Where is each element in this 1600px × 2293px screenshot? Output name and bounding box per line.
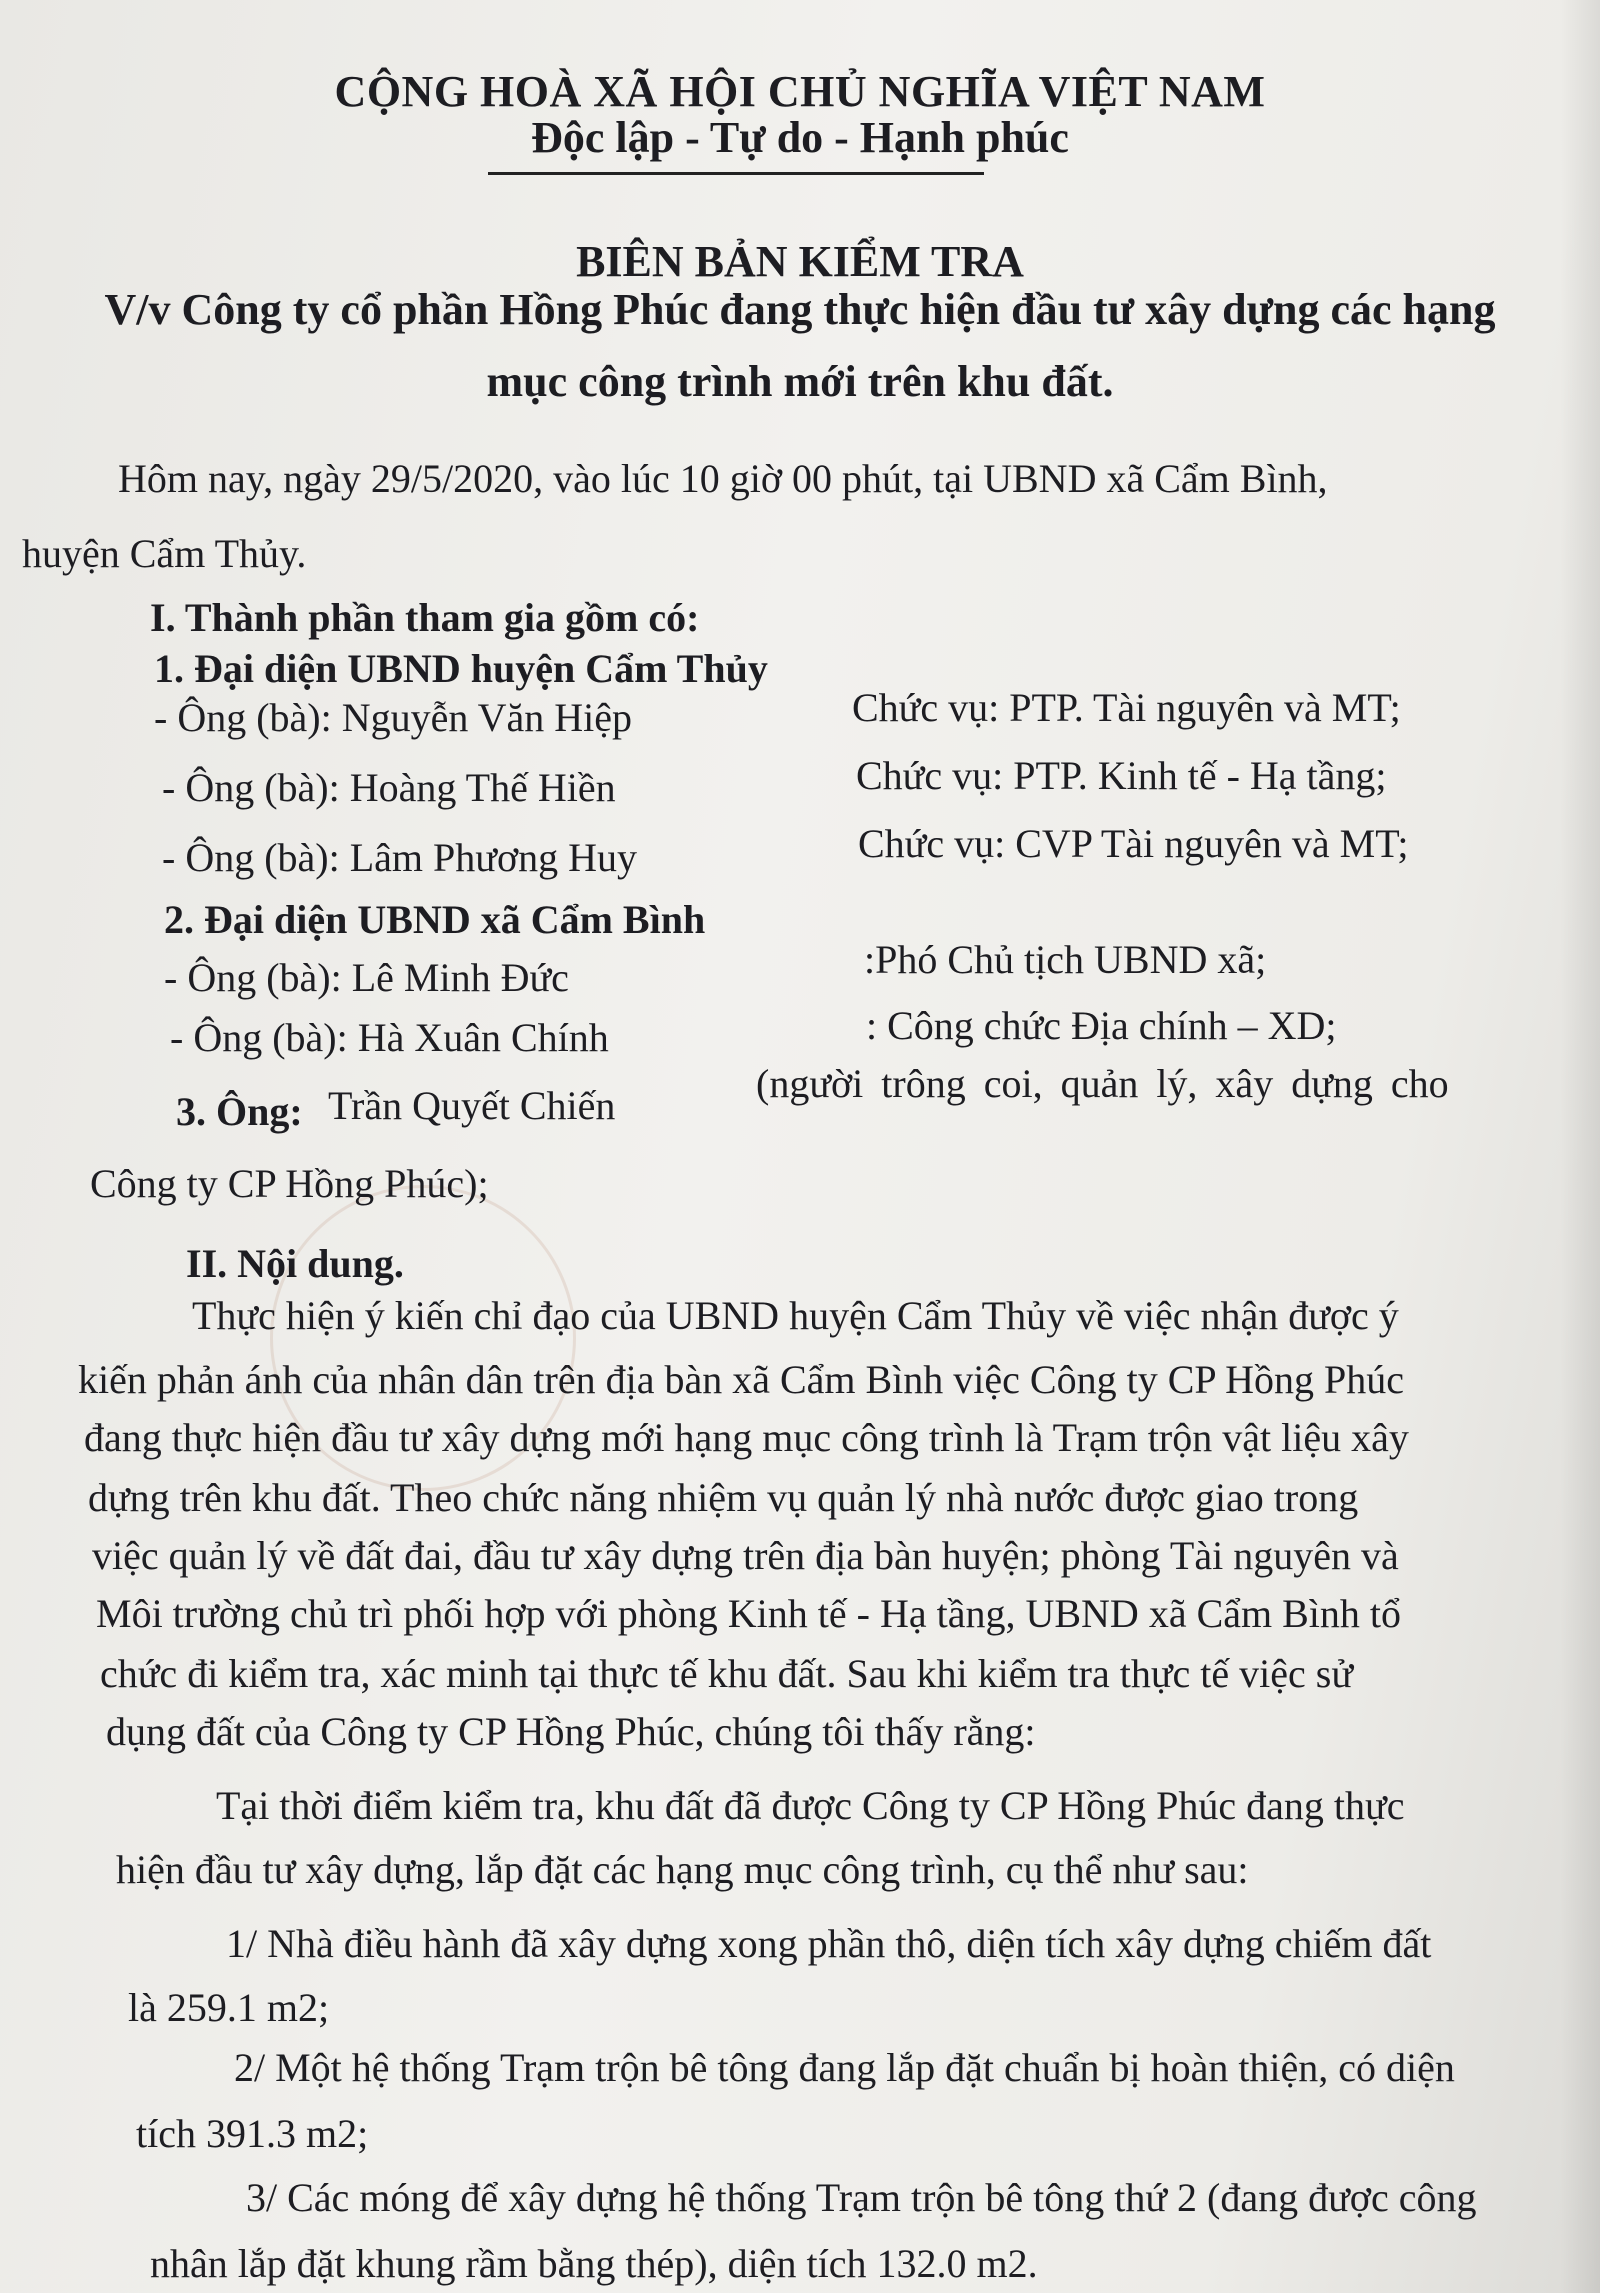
motto-underline [488, 172, 984, 175]
group1-heading: 1. Đại diện UBND huyện Cẩm Thủy [154, 646, 768, 691]
document-subject-line2: mục công trình mới trên khu đất. [486, 357, 1114, 406]
paper-edge-shadow [1560, 0, 1600, 2293]
item-line: 2/ Một hệ thống Trạm trộn bê tông đang lắp đặt chuẩn bị hoàn thiện, có diện [234, 2045, 1455, 2090]
group1-member-name: - Ông (bà): Hoàng Thế Hiền [162, 765, 616, 810]
group3-label: 3. Ông: [176, 1089, 303, 1134]
item-line: 3/ Các móng để xây dựng hệ thống Trạm trộn bê tông thứ 2 (đang được công [246, 2175, 1477, 2220]
paragraph1-line: dụng đất của Công ty CP Hồng Phúc, chúng tôi thấy rằng: [106, 1709, 1036, 1754]
paragraph2-line: Tại thời điểm kiểm tra, khu đất đã được Công ty CP Hồng Phúc đang thực [216, 1783, 1405, 1828]
group2-heading: 2. Đại diện UBND xã Cẩm Bình [164, 897, 706, 942]
group2-member-role: :Phó Chủ tịch UBND xã; [864, 937, 1267, 982]
group1-member-name: - Ông (bà): Lâm Phương Huy [162, 835, 637, 880]
group1-member-name: - Ông (bà): Nguyễn Văn Hiệp [154, 695, 633, 740]
group3-role-line2: Công ty CP Hồng Phúc); [90, 1161, 489, 1206]
paragraph1-line: việc quản lý về đất đai, đầu tư xây dựng trên địa bàn huyện; phòng Tài nguyên và [92, 1533, 1399, 1578]
paragraph1-line: Thực hiện ý kiến chỉ đạo của UBND huyện Cẩm Thủy về việc nhận được ý [192, 1293, 1399, 1338]
intro-line2: huyện Cẩm Thủy. [22, 531, 307, 576]
item-line: là 259.1 m2; [128, 1985, 330, 2030]
header-motto: Độc lập - Tự do - Hạnh phúc [531, 113, 1069, 162]
group2-member-name: - Ông (bà): Lê Minh Đức [164, 955, 569, 1000]
document-subject-line1: V/v Công ty cổ phần Hồng Phúc đang thực hiện đầu tư xây dựng các hạng [104, 285, 1496, 334]
group3-role-line1: (người trông coi, quản lý, xây dựng cho [756, 1061, 1449, 1106]
paragraph1-line: kiến phản ánh của nhân dân trên địa bàn xã Cẩm Bình việc Công ty CP Hồng Phúc [78, 1357, 1405, 1402]
group1-member-role: Chức vụ: PTP. Tài nguyên và MT; [852, 685, 1401, 730]
paragraph1-line: đang thực hiện đầu tư xây dựng mới hạng mục công trình là Trạm trộn vật liệu xây [84, 1415, 1409, 1460]
paragraph1-line: chức đi kiểm tra, xác minh tại thực tế khu đất. Sau khi kiểm tra thực tế việc sử [100, 1651, 1354, 1696]
paragraph2-line: hiện đầu tư xây dựng, lắp đặt các hạng mục công trình, cụ thể như sau: [116, 1847, 1249, 1892]
group2-member-name: - Ông (bà): Hà Xuân Chính [170, 1015, 609, 1060]
group1-member-role: Chức vụ: PTP. Kinh tế - Hạ tầng; [856, 753, 1387, 798]
item-line: nhân lắp đặt khung rầm bằng thép), diện tích 132.0 m2. [150, 2241, 1038, 2286]
header-country: CỘNG HOÀ XÃ HỘI CHỦ NGHĨA VIỆT NAM [334, 67, 1266, 116]
item-line: tích 391.3 m2; [136, 2111, 369, 2156]
group3-name: Trần Quyết Chiến [328, 1083, 616, 1128]
paragraph1-line: Môi trường chủ trì phối hợp với phòng Kinh tế - Hạ tầng, UBND xã Cẩm Bình tổ [96, 1591, 1402, 1636]
item-line: 1/ Nhà điều hành đã xây dựng xong phần thô, diện tích xây dựng chiếm đất [226, 1921, 1432, 1966]
participants-heading: I. Thành phần tham gia gồm có: [150, 595, 700, 640]
content-heading: II. Nội dung. [186, 1241, 404, 1286]
document-title: BIÊN BẢN KIỂM TRA [576, 237, 1024, 286]
group1-member-role: Chức vụ: CVP Tài nguyên và MT; [858, 821, 1409, 866]
intro-line1: Hôm nay, ngày 29/5/2020, vào lúc 10 giờ 00 phút, tại UBND xã Cẩm Bình, [118, 456, 1328, 501]
group2-member-role: : Công chức Địa chính – XD; [866, 1003, 1337, 1048]
paragraph1-line: dựng trên khu đất. Theo chức năng nhiệm vụ quản lý nhà nước được giao trong [88, 1475, 1359, 1520]
